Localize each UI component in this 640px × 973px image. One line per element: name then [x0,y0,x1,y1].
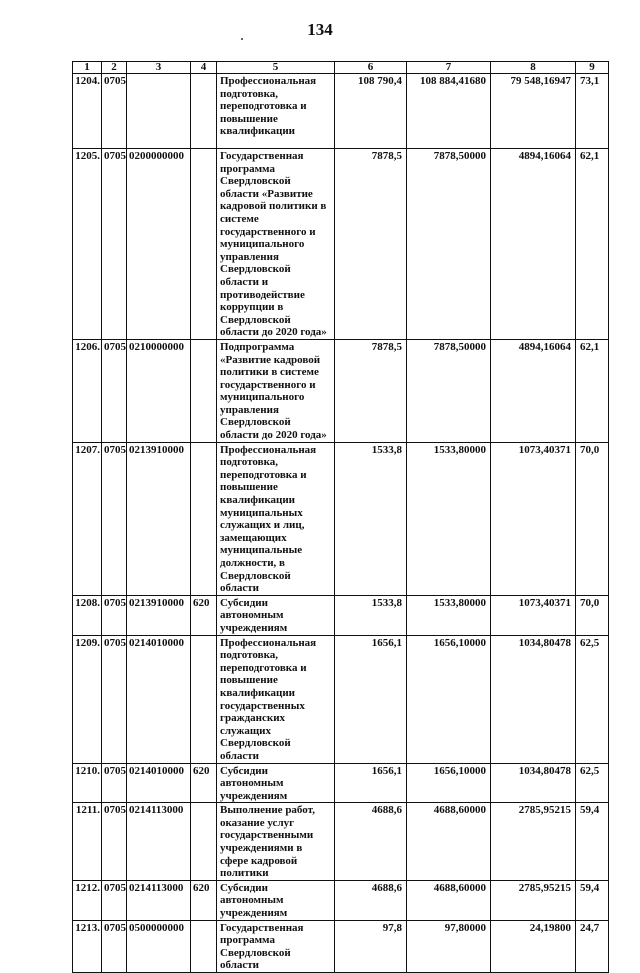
plan-value: 4688,6 [335,803,407,881]
executed-value: 1073,40371 [491,442,576,595]
expense-type [191,803,217,881]
adjusted-value: 4688,60000 [407,803,491,881]
percent-value: 70,0 [576,442,609,595]
adjusted-value: 97,80000 [407,920,491,972]
target-code [127,74,191,149]
row-number: 1207. [73,442,102,595]
adjusted-value: 4688,60000 [407,880,491,920]
percent-value: 62,1 [576,339,609,442]
percent-value: 62,5 [576,635,609,763]
plan-value: 1533,8 [335,442,407,595]
executed-value: 2785,95215 [491,803,576,881]
percent-value: 62,1 [576,149,609,340]
section-code: 0705 [102,442,127,595]
header-col-9: 9 [576,62,609,74]
row-number: 1209. [73,635,102,763]
row-number: 1206. [73,339,102,442]
percent-value: 24,7 [576,920,609,972]
row-number: 1212. [73,880,102,920]
target-code: 0500000000 [127,920,191,972]
expense-type [191,149,217,340]
target-code: 0213910000 [127,442,191,595]
section-code: 0705 [102,595,127,635]
adjusted-value: 7878,50000 [407,149,491,340]
item-name: Профессиональная подготовка, переподготовка и повышение квалификации государственных гражданских служащих Свердловской области [217,635,335,763]
item-name: Субсидии автономным учреждениям [217,880,335,920]
expense-type: 620 [191,880,217,920]
percent-value: 70,0 [576,595,609,635]
table-row [73,595,609,635]
expense-type: 620 [191,763,217,803]
section-code: 0705 [102,763,127,803]
header-col-6: 6 [335,62,407,74]
section-code: 0705 [102,803,127,881]
executed-value: 1034,80478 [491,635,576,763]
executed-value: 1034,80478 [491,763,576,803]
plan-value: 1656,1 [335,635,407,763]
page-number: 134 [307,20,333,39]
item-name: Профессиональная подготовка, переподготовка и повышение квалификации [217,74,335,149]
item-name: Государственная программа Свердловской области «Развитие кадровой политики в системе государственного и муниципального управления Свердловской области и противодействие коррупции в Свердловской области до 2020 года» [217,149,335,340]
section-code: 0705 [102,339,127,442]
table-row [73,803,609,881]
plan-value: 1656,1 [335,763,407,803]
adjusted-value: 1533,80000 [407,442,491,595]
expense-type [191,635,217,763]
plan-value: 1533,8 [335,595,407,635]
percent-value: 73,1 [576,74,609,149]
plan-value: 4688,6 [335,880,407,920]
table-row [73,763,609,803]
executed-value: 1073,40371 [491,595,576,635]
budget-table [72,61,609,973]
expense-type [191,442,217,595]
plan-value: 108 790,4 [335,74,407,149]
item-name: Профессиональная подготовка, переподготовка и повышение квалификации муниципальных служащих и лиц, замещающих муниципальные должности, в Свердловской области [217,442,335,595]
target-code: 0214010000 [127,763,191,803]
item-name: Подпрограмма «Развитие кадровой политики в системе государственного и муниципального управления Свердловской области до 2020 года» [217,339,335,442]
target-code: 0213910000 [127,595,191,635]
stray-dot [241,38,243,40]
percent-value: 59,4 [576,880,609,920]
header-col-5: 5 [217,62,335,74]
executed-value: 79 548,16947 [491,74,576,149]
target-code: 0214113000 [127,803,191,881]
expense-type [191,74,217,149]
expense-type [191,339,217,442]
percent-value: 59,4 [576,803,609,881]
table-row [73,880,609,920]
section-code: 0705 [102,635,127,763]
table-row [73,635,609,763]
adjusted-value: 1656,10000 [407,635,491,763]
row-number: 1208. [73,595,102,635]
adjusted-value: 108 884,41680 [407,74,491,149]
table-row [73,920,609,972]
item-name: Субсидии автономным учреждениям [217,595,335,635]
table-row [73,442,609,595]
target-code: 0200000000 [127,149,191,340]
item-name: Государственная программа Свердловской области [217,920,335,972]
section-code: 0705 [102,74,127,149]
plan-value: 97,8 [335,920,407,972]
expense-type [191,920,217,972]
header-col-3: 3 [127,62,191,74]
section-code: 0705 [102,149,127,340]
row-number: 1213. [73,920,102,972]
section-code: 0705 [102,920,127,972]
row-number: 1204. [73,74,102,149]
plan-value: 7878,5 [335,149,407,340]
executed-value: 4894,16064 [491,339,576,442]
target-code: 0214010000 [127,635,191,763]
row-number: 1211. [73,803,102,881]
plan-value: 7878,5 [335,339,407,442]
executed-value: 2785,95215 [491,880,576,920]
executed-value: 24,19800 [491,920,576,972]
table-row [73,74,609,149]
section-code: 0705 [102,880,127,920]
header-col-4: 4 [191,62,217,74]
row-number: 1205. [73,149,102,340]
adjusted-value: 7878,50000 [407,339,491,442]
item-name: Выполнение работ, оказание услуг государственными учреждениями в сфере кадровой политики [217,803,335,881]
expense-type: 620 [191,595,217,635]
header-row [73,62,609,74]
adjusted-value: 1533,80000 [407,595,491,635]
table-row [73,339,609,442]
header-col-2: 2 [102,62,127,74]
header-col-7: 7 [407,62,491,74]
adjusted-value: 1656,10000 [407,763,491,803]
target-code: 0210000000 [127,339,191,442]
percent-value: 62,5 [576,763,609,803]
table-row [73,149,609,340]
header-col-1: 1 [73,62,102,74]
executed-value: 4894,16064 [491,149,576,340]
row-number: 1210. [73,763,102,803]
item-name: Субсидии автономным учреждениям [217,763,335,803]
target-code: 0214113000 [127,880,191,920]
header-col-8: 8 [491,62,576,74]
